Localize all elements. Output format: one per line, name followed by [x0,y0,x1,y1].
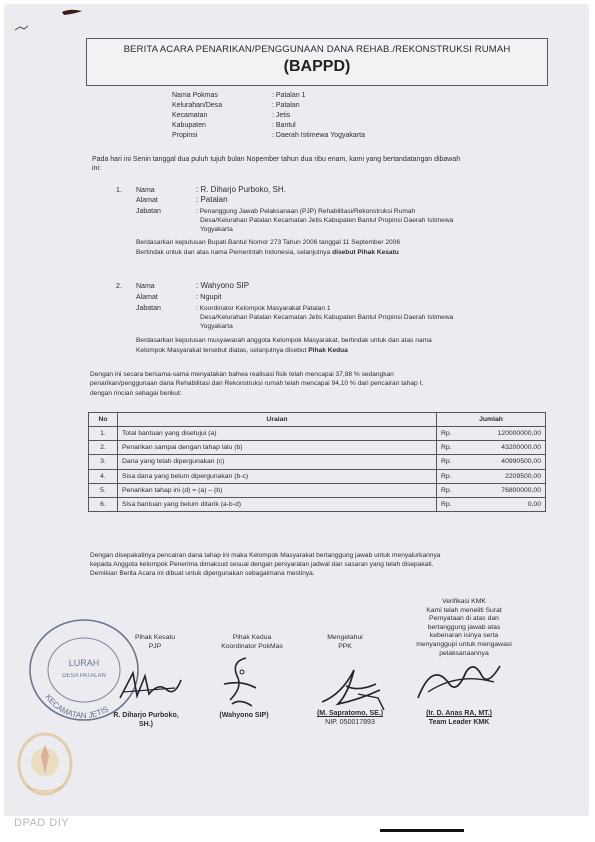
table-row [89,455,546,469]
row-jumlah [437,497,546,511]
party1-job-label: Jabatan [136,208,161,215]
scroll-indicator [380,829,464,832]
party2-number: 2. [116,283,122,290]
party2-role-label: Pihak Kedua [306,347,348,354]
party1-basis-2 [136,248,536,257]
amount: 76800000,00 [501,486,541,494]
stamp-bottom-text: KECAMATAN JETIS [43,692,111,721]
verifier-line: bertanggung jawab atas [427,623,501,631]
info-label: Kecamatan [172,112,208,119]
currency: Rp. [441,458,452,466]
info-value: : Bantul [272,122,296,129]
sig-sub: PJP [148,642,162,650]
currency: Rp. [441,444,452,452]
sig-p2-header [202,634,302,651]
sig-p1-name [96,712,196,729]
party1-name-label: Nama [136,187,155,194]
info-value: : Patalan 1 [272,92,306,99]
ink-smudge [60,6,90,20]
row-jumlah [437,455,546,469]
sig-p3-name: (M. Sapratomo, SE.) [316,710,384,717]
sig-p2-name: (Wahyono SIP) [219,712,269,719]
row-jumlah [437,427,546,441]
ink-speck [14,24,34,34]
info-value: : Jetis [272,112,291,119]
party1-number: 1. [116,187,122,194]
signature-p1 [115,668,185,708]
col-header-uraian: Uraian [118,413,437,427]
sig-sub: Koordinator PokMas [221,642,283,650]
agreement-line-3: dengan rincian sebagai berikut: [90,390,182,397]
info-row-propinsi [172,132,492,142]
closing-line-2: kepada Anggota kelompok Penerima dimaksud sesuai dengan persyaratan jadwal dan sasaran yang telah disepakati. [90,561,434,568]
verifier-line: pelaksanaannya [439,649,489,657]
verifier-line: Pernyataan di atas dan [429,615,499,623]
sig-p3-nip: NIP. 050017893 [325,718,375,726]
row-uraian: Penarikan sampai dengan tahap lalu (b) [118,441,437,455]
party1-job-3: Yogyakarta [200,226,233,233]
sig-name-line: R. Diharjo Purboko, [113,712,179,719]
party2-basis-2 [136,346,536,355]
signature-p4 [408,652,508,712]
party2-job-3: Yogyakarta [200,323,233,330]
party1-addr-label: Alamat [136,197,158,204]
sig-p3-header [310,634,380,651]
signature-p2 [212,654,272,714]
info-row-desa [172,102,492,112]
closing-line-3: Demikian Berita Acara ini dibuat untuk dipergunakan sebagaimana mestinya. [90,570,315,577]
party2-addr-label: Alamat [136,294,158,301]
party2-basis-1: Berdasarkan keputusan musyawarah anggota Kelompok Masyarakat, bertindak untuk dan atas nama [136,337,432,344]
agreement-line-2: penarikan/penggunaan dana Rehabilitasi dan Rekonstruksi rumah telah mencapai 94,10 % dari pencairan tahap I, [90,380,424,387]
info-row-kecamatan [172,112,492,122]
row-jumlah [437,483,546,497]
intro-line-1: Pada hari ini Senin tanggal dua puluh tujuh bulan Nopember tahun dua ribu enam, kami yang bertandatangan dibawah [92,156,461,163]
sig-p3-name-block [300,710,400,727]
verifier-line: Kami telah meneliti Surat [426,606,502,614]
row-jumlah [437,469,546,483]
sig-role: Pihak Kesatu [134,634,176,641]
currency: Rp. [441,501,452,509]
row-uraian: Sisa bantuan yang belum ditarik (a-b-d) [118,497,437,511]
amount: 120000000,00 [497,430,541,438]
sig-role: Mengetahui [327,634,363,641]
row-no: 2. [89,441,118,455]
amount: 2209500,00 [505,472,541,480]
party1-basis-1: Berdasarkan keputusan Bupati Bantul Nomor 273 Tahun 2006 tanggal 11 September 2006 [136,239,401,246]
party1-addr: : Patalan [196,195,228,204]
party1-name: : R. Diharjo Purboko, SH. [196,185,286,194]
info-value: : Patalan [272,102,300,109]
rincian-table [88,412,546,512]
stamp-top-text: LURAH [68,658,100,668]
party1-job-2: Desa/Kelurahan Patalan Kecamatan Jetis Kabupaten Bantul Propinsi Daerah Istimewa [200,217,454,224]
col-header-jumlah: Jumlah [437,413,546,427]
title-box [86,38,548,86]
party2-addr: : Ngupit [196,292,222,301]
table-row [89,427,546,441]
info-label: Propinsi [172,132,198,139]
closing-line-1: Dengan disepakatinya pencairan dana tahap ini maka Kelompok Masyarakat bertanggung jawab untuk menyalurkannya [90,552,441,559]
sig-sub: PPK [338,642,352,650]
verifier-note [386,598,542,658]
party2-job-label: Jabatan [136,305,161,312]
sig-role: Pihak Kedua [232,634,272,641]
table-row [89,469,546,483]
info-value: : Daerah Istimewa Yogyakarta [272,132,365,139]
amount: 40990500,00 [501,458,541,466]
info-row-kabupaten [172,122,492,132]
table-row [89,483,546,497]
party1-basis-text: Bertindak untuk dan atas nama Pemerintah Indonesia, selanjutnya [136,249,331,256]
info-label: Kabupaten [172,122,206,129]
party2-job-2: Desa/Kelurahan Patalan Kecamatan Jetis Kabupaten Bantul Propinsi Daerah Istimewa [200,314,454,321]
regional-seal-emblem [16,730,74,800]
sig-p4-sub: Team Leader KMK [428,718,490,726]
col-header-no: No [89,413,118,427]
party2-basis-text: Kelompok Masyarakat tersebut diatas, selanjutnya disebut [136,347,307,354]
row-no: 5. [89,483,118,497]
sig-p4-name: (Ir. D. Anas RA, MT.) [426,710,492,717]
currency: Rp. [441,486,452,494]
verifier-line: Verifikasi KMK [442,598,486,605]
signature-p3 [318,664,388,710]
currency: Rp. [441,472,452,480]
doc-subtitle: (BAPPD) [283,58,351,75]
row-uraian: Sisa dana yang belum dipergunakan (b-c) [118,469,437,483]
watermark-label: DPAD DIY [14,817,70,829]
intro-line-2: ini: [92,165,101,172]
row-uraian: Penarikan tahap ini (d) = (a) – (b) [118,483,437,497]
row-uraian: Total bantuan yang disetujui (a) [118,427,437,441]
verifier-line: kebenaran isinya serta [429,632,499,640]
row-no: 6. [89,497,118,511]
party1-job-1: : Penanggung Jawab Pelaksanaan (PJP) Rehabilitasi/Rekonstruksi Rumah [196,208,416,215]
info-label: Nama Pokmas [172,92,218,99]
agreement-line-1: Dengan ini secara bersama-sama menyatakan bahwa realisasi fisik telah mencapai 37,88 % sedangkan [90,371,394,378]
row-jumlah [437,441,546,455]
verifier-line: menyanggupi untuk mengawasi [416,640,512,648]
sig-p4-name-block [404,710,514,727]
row-no: 4. [89,469,118,483]
info-row-pokmas [172,92,492,102]
table-row [89,441,546,455]
party1-role-label: disebut Pihak Kesatu [330,249,399,256]
table-header-row [89,413,546,427]
row-no: 1. [89,427,118,441]
sig-name-line: SH.) [139,720,153,728]
stamp-mid-text: DESA PATALAN [62,673,106,679]
party2-name: : Wahyono SIP [196,281,250,290]
doc-title: BERITA ACARA PENARIKAN/PENGGUNAAN DANA REHAB./REKONSTRUKSI RUMAH [123,44,511,55]
party2-job-1: : Koordinator Kelompok Masyarakat Patalan 1 [196,305,331,312]
info-label: Kelurahan/Desa [172,102,223,109]
amount: 43200000,00 [501,444,541,452]
table-row [89,497,546,511]
row-no: 3. [89,455,118,469]
currency: Rp. [441,430,452,438]
party2-name-label: Nama [136,283,155,290]
amount: 0,00 [527,501,541,509]
row-uraian: Dana yang telah dipergunakan (c) [118,455,437,469]
